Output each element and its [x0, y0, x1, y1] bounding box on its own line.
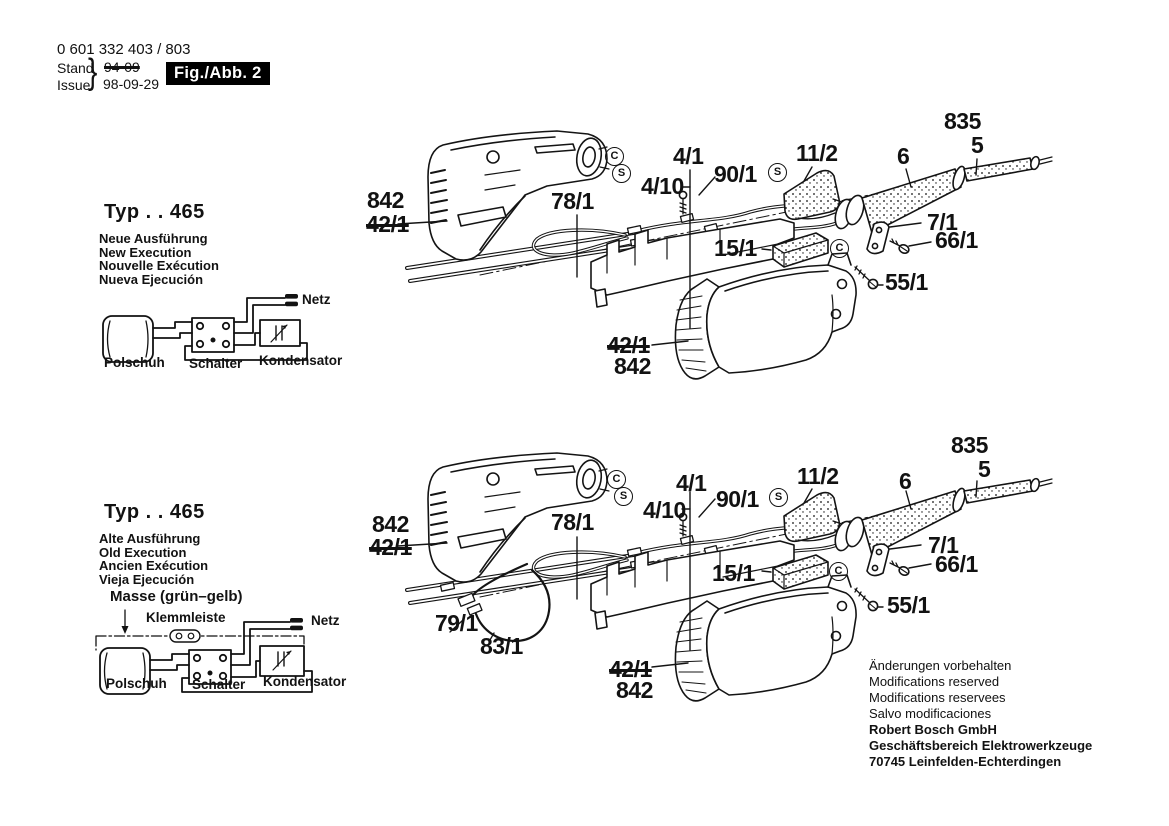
- marker-circle-s: S: [768, 163, 787, 182]
- ground-wire-label: Masse (grün–gelb): [110, 588, 243, 605]
- marker-circle-c: C: [829, 562, 848, 581]
- marker-circle-s: S: [612, 164, 631, 183]
- part-label-42-1-struck: 42/1: [369, 534, 412, 560]
- part-label-842: 842: [616, 677, 653, 703]
- company-line: Geschäftsbereich Elektrowerkzeuge: [869, 738, 1093, 753]
- part-label-7-1: 7/1: [927, 209, 958, 235]
- note-line: Modifications reservees: [869, 690, 1006, 705]
- part-label-6: 6: [897, 143, 910, 169]
- execution-line: Neue Ausführung: [99, 231, 208, 246]
- part-label-842: 842: [614, 353, 651, 379]
- note-line: Änderungen vorbehalten: [869, 658, 1012, 673]
- stand-value-struck: 94-09: [104, 59, 140, 75]
- company-line: 70745 Leinfelden-Echterdingen: [869, 754, 1062, 769]
- mains-label-new: Netz: [302, 292, 331, 307]
- execution-line: Ancien Exécution: [99, 558, 209, 573]
- part-label-15-1: 15/1: [712, 560, 755, 586]
- execution-lines-old: [99, 532, 208, 586]
- ground-arrowhead: [122, 626, 129, 634]
- note-line: Modifications reserved: [869, 674, 1000, 689]
- part-label-15-1: 15/1: [714, 235, 757, 261]
- part-label-835: 835: [944, 108, 981, 134]
- capacitor-label-old: Kondensator: [263, 674, 347, 689]
- part-label-842: 842: [372, 511, 409, 537]
- type-title-new: Typ . . 465: [104, 201, 205, 223]
- part-label-66-1: 66/1: [935, 551, 978, 577]
- part-label-55-1: 55/1: [885, 269, 928, 295]
- part-label-78-1: 78/1: [551, 188, 594, 214]
- company-address: [869, 722, 1092, 770]
- note-line: Salvo modificaciones: [869, 706, 992, 721]
- mains-label-old: Netz: [311, 613, 340, 628]
- brace-glyph: }: [88, 51, 98, 92]
- part-label-42-1-struck: 42/1: [366, 211, 409, 237]
- figure-label-badge: Fig./Abb. 2: [166, 62, 270, 85]
- pole-shoe-label-new: Polschuh: [104, 355, 165, 370]
- execution-lines-new: [99, 232, 219, 286]
- execution-line: Nouvelle Exécution: [99, 258, 219, 273]
- part-label-4-10: 4/10: [643, 497, 686, 523]
- part-label-4-1: 4/1: [676, 470, 707, 496]
- part-label-90-1: 90/1: [716, 486, 759, 512]
- marker-circle-s: S: [614, 487, 633, 506]
- execution-line: New Execution: [99, 244, 192, 260]
- part-label-6: 6: [899, 468, 912, 494]
- part-label-78-1: 78/1: [551, 509, 594, 535]
- part-label-835: 835: [951, 432, 988, 458]
- part-label-4-10: 4/10: [641, 173, 684, 199]
- document-number: 0 601 332 403 / 803: [57, 41, 191, 58]
- execution-line: Nueva Ejecución: [99, 271, 204, 287]
- marker-circle-s: S: [769, 488, 788, 507]
- part-label-42-1-struck: 42/1: [607, 332, 650, 358]
- part-label-842: 842: [367, 187, 404, 213]
- part-label-5: 5: [971, 132, 984, 158]
- marker-circle-c: C: [605, 147, 624, 166]
- part-label-66-1: 66/1: [935, 227, 978, 253]
- part-label-11-2: 11/2: [796, 140, 838, 166]
- terminal-strip-symbol: [170, 630, 200, 642]
- marker-circle-c: C: [830, 239, 849, 258]
- pole-shoe-label-old: Polschuh: [106, 676, 167, 691]
- capacitor-label-new: Kondensator: [259, 353, 343, 368]
- part-label-11-2: 11/2: [797, 463, 839, 489]
- part-label-42-1-struck: 42/1: [609, 656, 652, 682]
- part-label-83-1: 83/1: [480, 633, 523, 659]
- stand-label: Stand: [57, 60, 94, 76]
- mains-plug-prongs: [290, 618, 303, 623]
- part-label-4-1: 4/1: [673, 143, 704, 169]
- marker-circle-c: C: [607, 470, 626, 489]
- part-label-90-1: 90/1: [714, 161, 757, 187]
- type-title-old: Typ . . 465: [104, 501, 205, 523]
- part-label-79-1: 79/1: [435, 610, 478, 636]
- company-line: Robert Bosch GmbH: [869, 722, 997, 737]
- switch-label-new: Schalter: [189, 356, 243, 371]
- issue-label: Issue: [57, 77, 91, 93]
- execution-line: Vieja Ejecución: [99, 571, 195, 587]
- part-label-7-1: 7/1: [928, 532, 959, 558]
- mains-plug-prongs: [285, 294, 298, 299]
- execution-line: Alte Ausführung: [99, 531, 201, 546]
- switch-label-old: Schalter: [192, 677, 246, 692]
- part-label-55-1: 55/1: [887, 592, 930, 618]
- part-label-5: 5: [978, 456, 991, 482]
- terminal-strip-label: Klemmleiste: [146, 610, 226, 625]
- modification-notes: [869, 658, 1011, 722]
- execution-line: Old Execution: [99, 544, 187, 560]
- issue-value: 98-09-29: [103, 76, 160, 92]
